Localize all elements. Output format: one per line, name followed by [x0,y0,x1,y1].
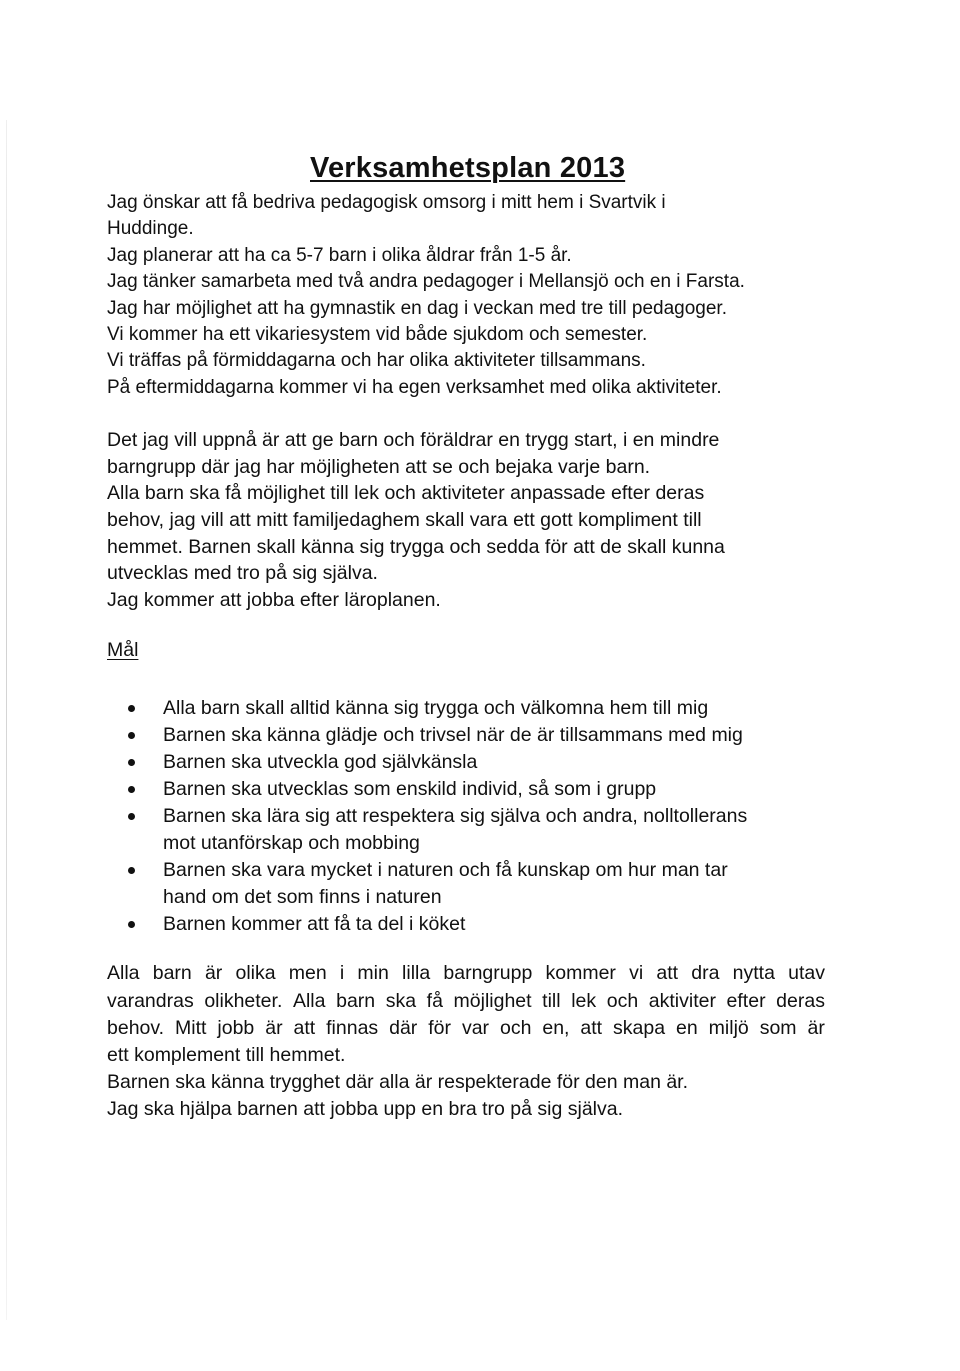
intro-paragraph [107,190,847,401]
goal-text: Barnen ska utvecklas som enskild individ, så som i grupp [163,778,657,801]
bullet-icon [128,813,135,820]
goal-item [107,911,847,938]
goals-heading: Mål [107,639,139,662]
bullet-icon [128,786,135,793]
goal-text: Barnen ska utveckla god självkänsla [163,751,478,774]
goals-list [107,695,847,938]
purpose-paragraph [107,427,847,613]
intro-line: På eftermiddagarna kommer vi ha egen verksamhet med olika aktiviteter. [107,376,722,398]
goal-text: Barnen kommer att få ta del i köket [163,913,466,936]
closing-line: varandras olikheter. Alla barn ska få möjlighet till lek och aktiviter efter deras [107,989,825,1012]
intro-line: Jag tänker samarbeta med två andra pedagoger i Mellansjö och en i Farsta. [107,271,745,293]
goal-item [107,857,847,911]
intro-line: Jag har möjlighet att ha gymnastik en dag i veckan med tre till pedagoger. [107,297,727,319]
goal-text: mot utanförskap och mobbing [163,832,420,855]
closing-line: Alla barn är olika men i min lilla barngrupp kommer vi att dra nytta utav [107,962,825,985]
purpose-line: behov, jag vill att mitt familjedaghem skall vara ett gott kompliment till [107,509,702,532]
document-page [107,150,847,1124]
goal-item [107,722,847,749]
intro-line: Vi kommer ha ett vikariesystem vid både sjukdom och semester. [107,324,648,346]
bullet-icon [128,921,135,928]
intro-line: Jag planerar att ha ca 5-7 barn i olika åldrar från 1-5 år. [107,244,572,266]
goal-text: Barnen ska känna glädje och trivsel när de är tillsammans med mig [163,724,743,747]
intro-line: Vi träffas på förmiddagarna och har olika aktiviteter tillsammans. [107,350,646,372]
bullet-icon [128,732,135,739]
bullet-icon [128,867,135,874]
goal-text: Barnen ska vara mycket i naturen och få kunskap om hur man tar [163,859,728,882]
bullet-icon [128,759,135,766]
document-title: Verksamhetsplan 2013 [310,152,626,184]
bullet-icon [128,705,135,712]
closing-line: Barnen ska känna trygghet där alla är respekterade för den man är. [107,1071,689,1094]
intro-line: Huddinge. [107,218,194,240]
intro-line: Jag önskar att få bedriva pedagogisk omsorg i mitt hem i Svartvik i [107,192,666,213]
goal-item [107,695,847,722]
goal-item [107,776,847,803]
goal-item [107,803,847,857]
purpose-line: Det jag vill uppnå är att ge barn och föräldrar en trygg start, i en mindre [107,429,720,452]
goal-text: Barnen ska lära sig att respektera sig själva och andra, nolltollerans [163,805,748,828]
closing-paragraph [107,960,847,1123]
goal-text: hand om det som finns i naturen [163,886,442,909]
purpose-line: barngrupp där jag har möjligheten att se och bejaka varje barn. [107,455,651,478]
purpose-line: hemmet. Barnen skall känna sig trygga och sedda för att de skall kunna [107,535,725,558]
purpose-line: Alla barn ska få möjlighet till lek och aktiviteter anpassade efter deras [107,482,705,505]
purpose-line: Jag kommer att jobba efter läroplanen. [107,588,441,611]
closing-line: Jag ska hjälpa barnen att jobba upp en bra tro på sig själva. [107,1098,624,1121]
goal-text: Alla barn skall alltid känna sig trygga och välkomna hem till mig [163,697,709,720]
goal-item [107,749,847,776]
purpose-line: utvecklas med tro på sig själva. [107,562,378,585]
scan-edge-shadow [6,120,7,1320]
closing-line: ett komplement till hemmet. [107,1044,346,1067]
closing-line: behov. Mitt jobb är att finnas där för var och en, att skapa en miljö som är [107,1016,825,1039]
